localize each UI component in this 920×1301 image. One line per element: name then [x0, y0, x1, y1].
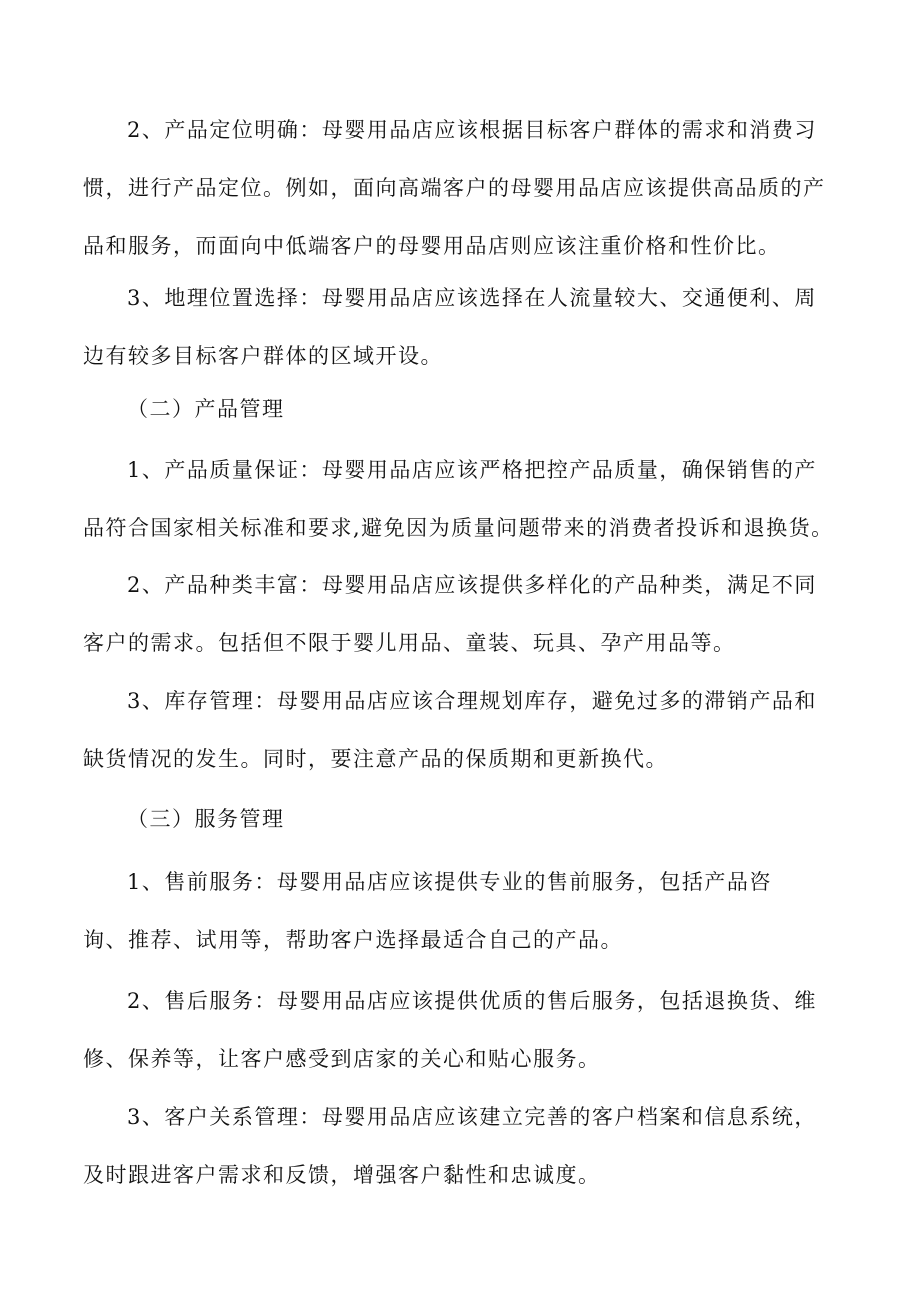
- text-line: 2、产品种类丰富：母婴用品店应该提供多样化的产品种类，满足不同: [127, 573, 817, 597]
- text-line: 2、售后服务：母婴用品店应该提供优质的售后服务，包括退换货、维: [127, 989, 817, 1013]
- paragraph-customer-relationship: [83, 1088, 843, 1204]
- paragraph-inventory-management: [83, 672, 843, 788]
- text-line: 1、售前服务：母婴用品店应该提供专业的售前服务，包括产品咨: [127, 870, 772, 894]
- text-line: 缺货情况的发生。同时，要注意产品的保质期和更新换代。: [83, 747, 668, 771]
- text-line: 修、保养等，让客户感受到店家的关心和贴心服务。: [83, 1047, 601, 1071]
- text-line: 3、客户关系管理：母婴用品店应该建立完善的客户档案和信息系统，: [127, 1105, 817, 1129]
- text-line: 边有较多目标客户群体的区域开设。: [83, 344, 443, 368]
- section-heading-product-management: （二）产品管理: [127, 397, 285, 421]
- paragraph-quality-assurance: [83, 441, 843, 557]
- text-line: 询、推荐、试用等，帮助客户选择最适合自己的产品。: [83, 928, 623, 952]
- paragraph-aftersale-service: [83, 972, 843, 1088]
- text-line: 1、产品质量保证：母婴用品店应该严格把控产品质量，确保销售的产: [127, 458, 817, 482]
- paragraph-location-selection: [83, 269, 843, 385]
- text-line: 惯，进行产品定位。例如，面向高端客户的母婴用品店应该提供高品质的产: [83, 176, 826, 200]
- text-line: 2、产品定位明确：母婴用品店应该根据目标客户群体的需求和消费习: [127, 118, 817, 142]
- paragraph-presale-service: [83, 853, 843, 969]
- paragraph-product-variety: [83, 556, 843, 672]
- text-line: 及时跟进客户需求和反馈，增强客户黏性和忠诚度。: [83, 1163, 601, 1187]
- section-heading-service-management: （三）服务管理: [127, 807, 285, 831]
- text-line: 品和服务，而面向中低端客户的母婴用品店则应该注重价格和性价比。: [83, 234, 781, 258]
- text-line: 客户的需求。包括但不限于婴儿用品、童装、玩具、孕产用品等。: [83, 631, 736, 655]
- text-line: 品符合国家相关标准和要求,避免因为质量问题带来的消费者投诉和退换货。: [83, 516, 834, 540]
- text-line: 3、地理位置选择：母婴用品店应该选择在人流量较大、交通便利、周: [127, 286, 817, 310]
- paragraph-product-positioning: [83, 101, 843, 275]
- text-line: 3、库存管理：母婴用品店应该合理规划库存，避免过多的滞销产品和: [127, 689, 817, 713]
